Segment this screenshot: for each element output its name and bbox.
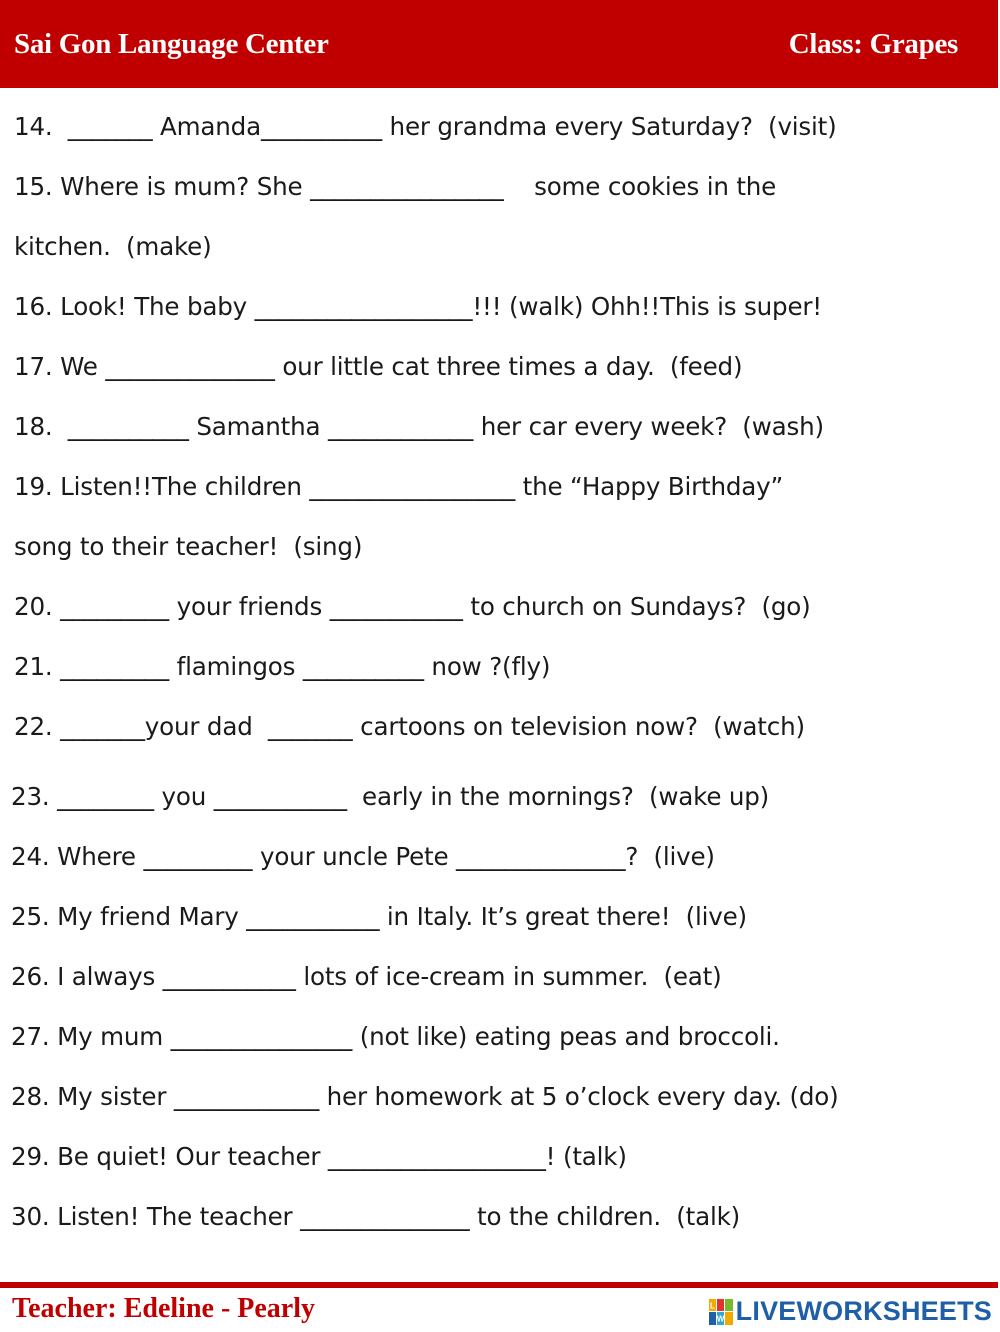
question-line: 25. My friend Mary ___________ in Italy. It’s great there! (live) bbox=[11, 902, 747, 931]
class-name: Class: Grapes bbox=[788, 28, 958, 60]
question-line: kitchen. (make) bbox=[14, 232, 212, 261]
question-line: 29. Be quiet! Our teacher __________________! (talk) bbox=[11, 1142, 627, 1171]
liveworksheets-brand[interactable] bbox=[709, 1296, 992, 1327]
question-line: 30. Listen! The teacher ______________ to the children. (talk) bbox=[11, 1202, 741, 1231]
question-line: 22. _______your dad _______ cartoons on television now? (watch) bbox=[14, 712, 805, 741]
question-line: 20. _________ your friends ___________ to church on Sundays? (go) bbox=[14, 592, 811, 621]
question-line: 19. Listen!!The children _________________ the “Happy Birthday” bbox=[14, 472, 784, 501]
question-line: 24. Where _________ your uncle Pete ______________? (live) bbox=[11, 842, 715, 871]
question-line: 17. We ______________ our little cat three times a day. (feed) bbox=[14, 352, 743, 381]
question-line: 18. __________ Samantha ____________ her car every week? (wash) bbox=[14, 412, 824, 441]
question-line: 23. ________ you ___________ early in the mornings? (wake up) bbox=[11, 782, 770, 811]
liveworksheets-wordmark: LIVEWORKSHEETS bbox=[735, 1296, 992, 1326]
logo-letter-w: W bbox=[716, 1314, 724, 1323]
footer-divider bbox=[0, 1282, 998, 1288]
question-line: song to their teacher! (sing) bbox=[14, 532, 363, 561]
logo-letter-l: L bbox=[709, 1301, 715, 1310]
question-line: 15. Where is mum? She ________________ some cookies in the bbox=[14, 172, 777, 201]
liveworksheets-logo-icon bbox=[709, 1299, 733, 1325]
teacher-name: Teacher: Edeline - Pearly bbox=[12, 1293, 316, 1324]
question-line: 16. Look! The baby __________________!!! (walk) Ohh!!This is super! bbox=[14, 292, 822, 321]
question-line: 26. I always ___________ lots of ice-cream in summer. (eat) bbox=[11, 962, 722, 991]
question-line: 14. _______ Amanda__________ her grandma every Saturday? (visit) bbox=[14, 112, 837, 141]
question-line: 27. My mum _______________ (not like) eating peas and broccoli. bbox=[11, 1022, 780, 1051]
question-line: 28. My sister ____________ her homework at 5 o’clock every day. (do) bbox=[11, 1082, 839, 1111]
center-name: Sai Gon Language Center bbox=[14, 28, 329, 60]
question-line: 21. _________ flamingos __________ now ?(fly) bbox=[14, 652, 551, 681]
